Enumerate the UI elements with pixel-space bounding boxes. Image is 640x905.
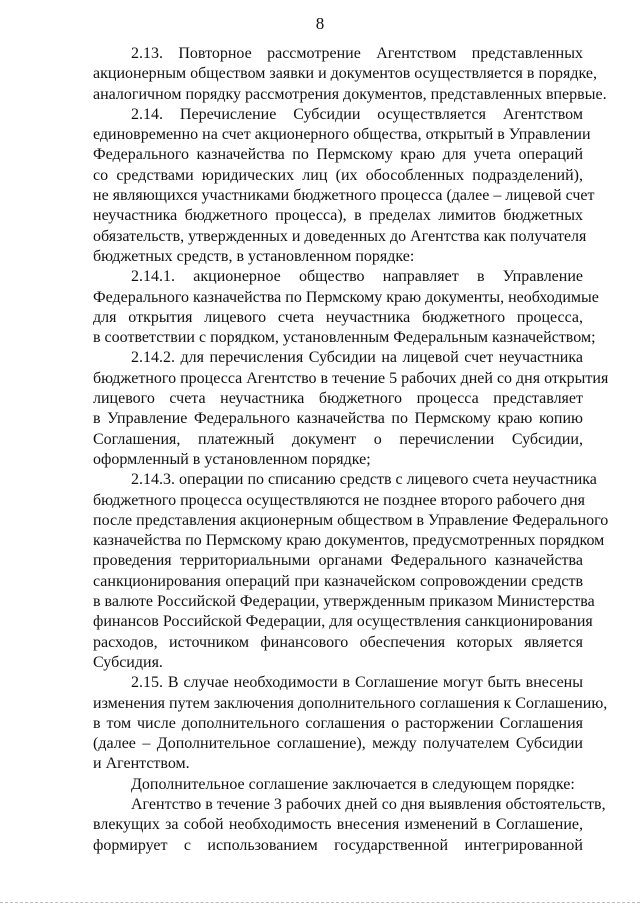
text-line: бюджетного процесса Агентство в течение 5 рабочих дней со дня открытия [93,369,609,387]
scan-edge-divider [0,902,640,903]
text-line: лицевого счета неучастника бюджетного процесса представляет [93,390,583,408]
text-line: не являющихся участниками бюджетного процесса (далее – лицевой счет [93,187,595,205]
text-line: и Агентством. [93,755,190,773]
text-line: Федерального казначейства по Пермскому краю для учета операций [93,146,583,164]
page-number: 8 [315,14,325,33]
text-line: в том числе дополнительного соглашения о расторжении Соглашения [93,714,583,732]
text-line: оформленный в установленном порядке; [93,450,371,468]
text-line: Соглашения, платежный документ о перечислении Субсидии, [93,430,583,448]
text-line: (далее – Дополнительное соглашение), между получателем Субсидии [93,735,583,753]
text-line: акционерным обществом заявки и документов осуществляется в порядке, [93,65,597,83]
text-line: казначейства по Пермскому краю документов, предусмотренных порядком [93,532,605,550]
text-line: расходов, источником финансового обеспечения которых является [93,633,583,651]
text-line: единовременно на счет акционерного общества, открытый в Управлении [93,126,591,144]
text-line: проведения территориальными органами Федерального казначейства [93,552,583,570]
text-line: 2.14.1. акционерное общество направляет в Управление [131,268,583,286]
text-line: санкционирования операций при казначейском сопровождении средств [93,572,583,590]
text-line: в валюте Российской Федерации, утвержденным приказом Министерства [93,593,595,611]
text-line: Агентство в течение 3 рабочих дней со дня выявления обстоятельств, [131,795,606,813]
text-line: в соответствии с порядком, установленным Федеральным казначейством; [93,329,596,347]
text-line: формирует с использованием государственной интегрированной [93,836,583,854]
text-line: 2.15. В случае необходимости в Соглашение могут быть внесены [131,674,583,692]
text-line: 2.14.2. для перечисления Субсидии на лицевой счет неучастника [131,349,583,367]
text-line: обязательств, утвержденных и доведенных до Агентства как получателя [93,227,587,245]
text-line: 2.14. Перечисление Субсидии осуществляется Агентством [131,105,583,123]
text-line: бюджетного процесса осуществляются не позднее второго рабочего дня [93,491,585,509]
text-line: Субсидия. [93,653,163,671]
text-line: 2.14.3. операции по списанию средств с лицевого счета неучастника [131,471,597,489]
text-line: для открытия лицевого счета неучастника бюджетного процесса, [93,308,583,326]
text-line: аналогичном порядку рассмотрения документов, представленных впервые. [93,85,607,103]
text-line: неучастника бюджетного процесса), в пределах лимитов бюджетных [93,207,583,225]
text-line: Дополнительное соглашение заключается в следующем порядке: [131,775,575,793]
text-line: 2.13. Повторное рассмотрение Агентством представленных [131,45,583,62]
text-line: влекущих за собой необходимость внесения изменений в Соглашение, [93,816,583,834]
document-body [93,44,609,856]
text-line: бюджетных средств, в установленном порядке: [93,247,415,265]
text-line: изменения путем заключения дополнительного соглашения к Соглашению, [93,694,608,712]
text-line: в Управление Федерального казначейства по Пермскому краю копию [93,410,583,428]
text-line: со средствами юридических лиц (их обособленных подразделений), [93,166,583,184]
text-line: после представления акционерным обществом в Управление Федерального [93,511,609,529]
text-line: финансов Российской Федерации, для осуществления санкционирования [93,613,593,631]
text-line: Федерального казначейства по Пермскому краю документы, необходимые [93,288,599,306]
